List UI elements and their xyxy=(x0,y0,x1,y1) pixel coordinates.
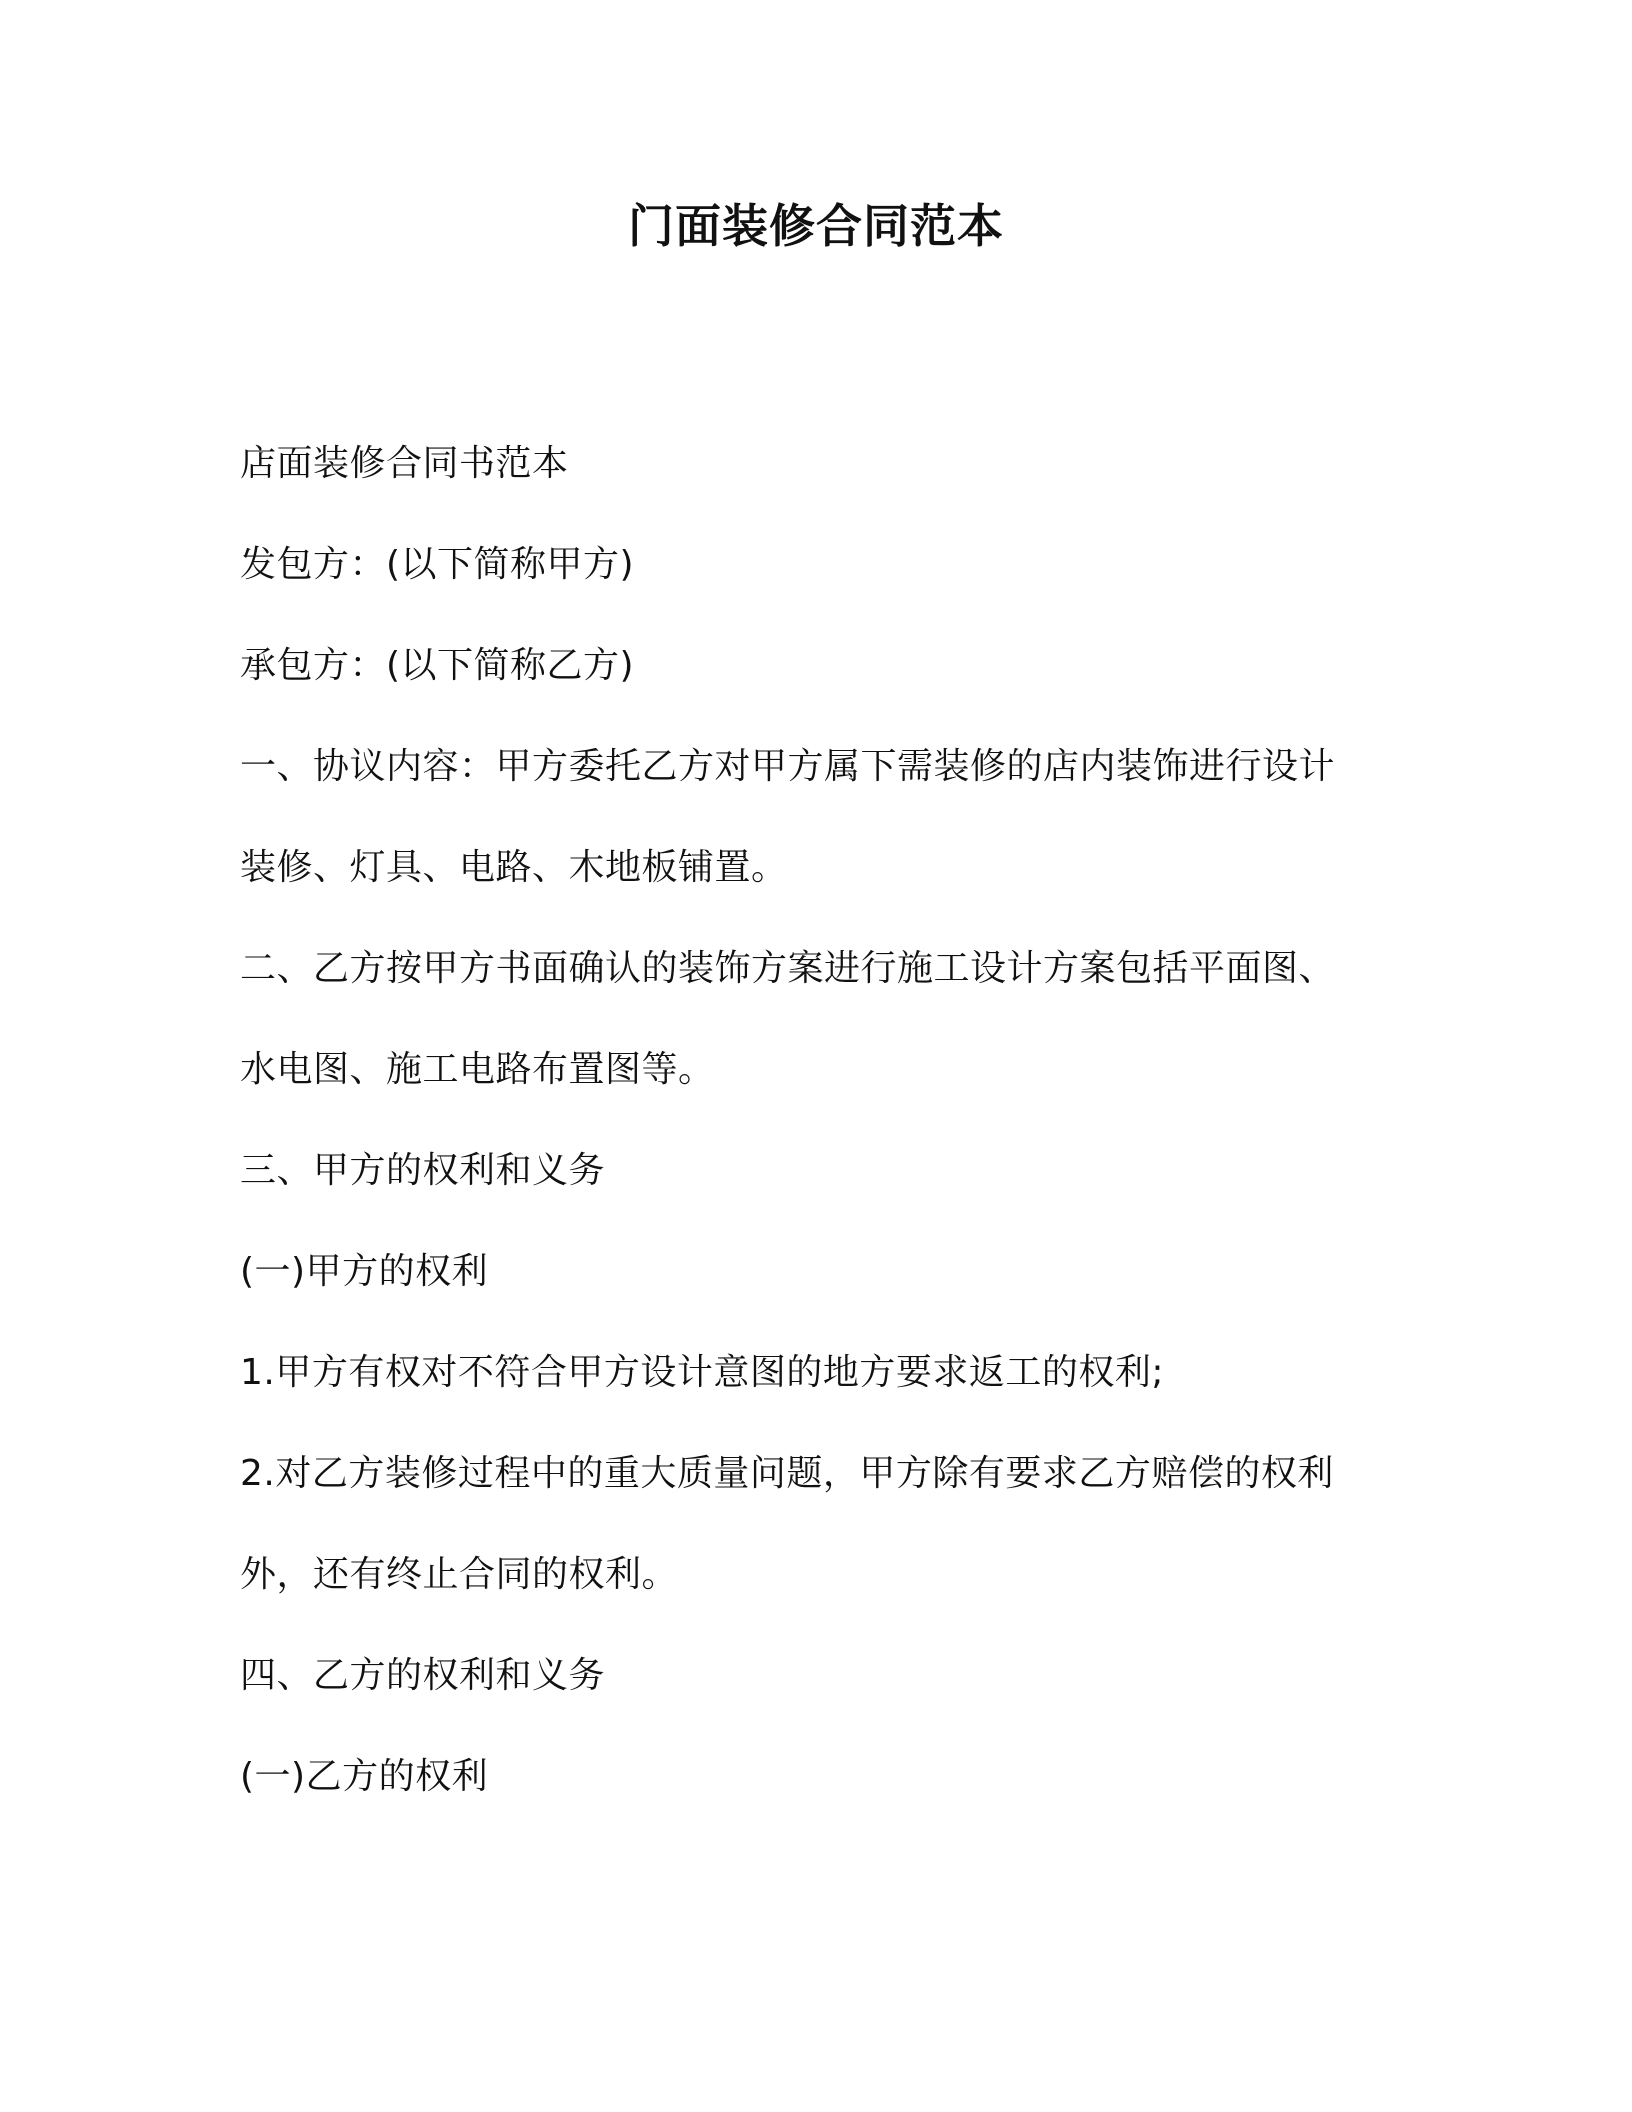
section-2-line-1: 二、乙方按甲方书面确认的装饰方案进行施工设计方案包括平面图、 xyxy=(240,948,1336,989)
subtitle-line: 店面装修合同书范本 xyxy=(240,443,569,484)
section-1-line-2: 装修、灯具、电路、木地板铺置。 xyxy=(240,847,788,888)
clause-1: 1.甲方有权对不符合甲方设计意图的地方要求返工的权利; xyxy=(240,1352,1164,1393)
clause-2-line-1: 2.对乙方装修过程中的重大质量问题，甲方除有要求乙方赔偿的权利 xyxy=(240,1453,1334,1494)
party-b-line: 承包方：(以下简称乙方) xyxy=(240,645,635,686)
section-3-heading: 三、甲方的权利和义务 xyxy=(240,1150,606,1191)
section-3-subheading: (一)甲方的权利 xyxy=(240,1251,489,1292)
section-4-subheading: (一)乙方的权利 xyxy=(240,1756,489,1797)
document-body xyxy=(240,413,1400,1827)
party-a-line: 发包方：(以下简称甲方) xyxy=(240,544,635,585)
document-title: 门面装修合同范本 xyxy=(628,199,1004,253)
section-2-line-2: 水电图、施工电路布置图等。 xyxy=(240,1049,715,1090)
section-4-heading: 四、乙方的权利和义务 xyxy=(240,1655,606,1696)
clause-2-line-2: 外，还有终止合同的权利。 xyxy=(240,1554,679,1595)
section-1-line-1: 一、协议内容：甲方委托乙方对甲方属下需装修的店内装饰进行设计 xyxy=(240,746,1336,787)
